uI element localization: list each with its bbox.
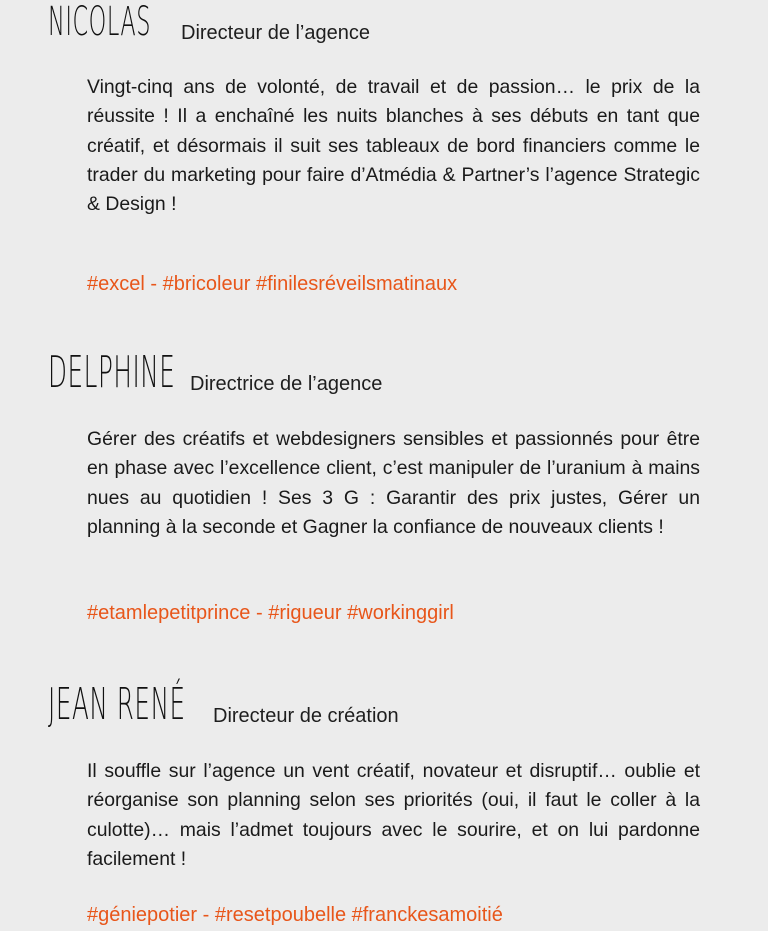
- profile-bio: Vingt-cinq ans de volonté, de travail et de passion… le prix de la réussite ! Il a enchaîné les nuits blanches à ses débuts en tant que créatif, et désormais il suit ses tableaux de bord financiers comme le trader du marketing pour faire d’Atmédia & Partner’s l’agence Strategic & Design !: [87, 76, 700, 216]
- profile-name: DELPHINE: [48, 347, 176, 398]
- profile-hashtags: #etamlepetitprince - #rigueur #workinggirl: [87, 602, 454, 624]
- profile-hashtags: #excel - #bricoleur #finilesréveilsmatinaux: [87, 273, 458, 295]
- profile-name: NICOLAS: [48, 0, 152, 45]
- profile-bio: Il souffle sur l’agence un vent créatif, novateur et disruptif… oublie et réorganise son planning selon ses priorités (oui, il faut le coller à la culotte)… mais l’admet toujours avec le sourire, et on lui pardonne facilement !: [87, 760, 700, 870]
- profile-role: Directrice de l’agence: [190, 373, 383, 395]
- profile-bio: Gérer des créatifs et webdesigners sensibles et passionnés pour être en phase avec l’excellence client, c’est manipuler de l’uranium à mains nues au quotidien ! Ses 3 G : Garantir des prix justes, Gérer un planning à la seconde et Gagner la confiance de nouveaux clients !: [87, 428, 700, 538]
- profile-name: JEAN RENÉ: [48, 679, 186, 730]
- profile-role: Directeur de l’agence: [181, 22, 370, 44]
- profile-role: Directeur de création: [213, 705, 399, 727]
- profile-hashtags: #géniepotier - #resetpoubelle #franckesamoitié: [87, 904, 503, 926]
